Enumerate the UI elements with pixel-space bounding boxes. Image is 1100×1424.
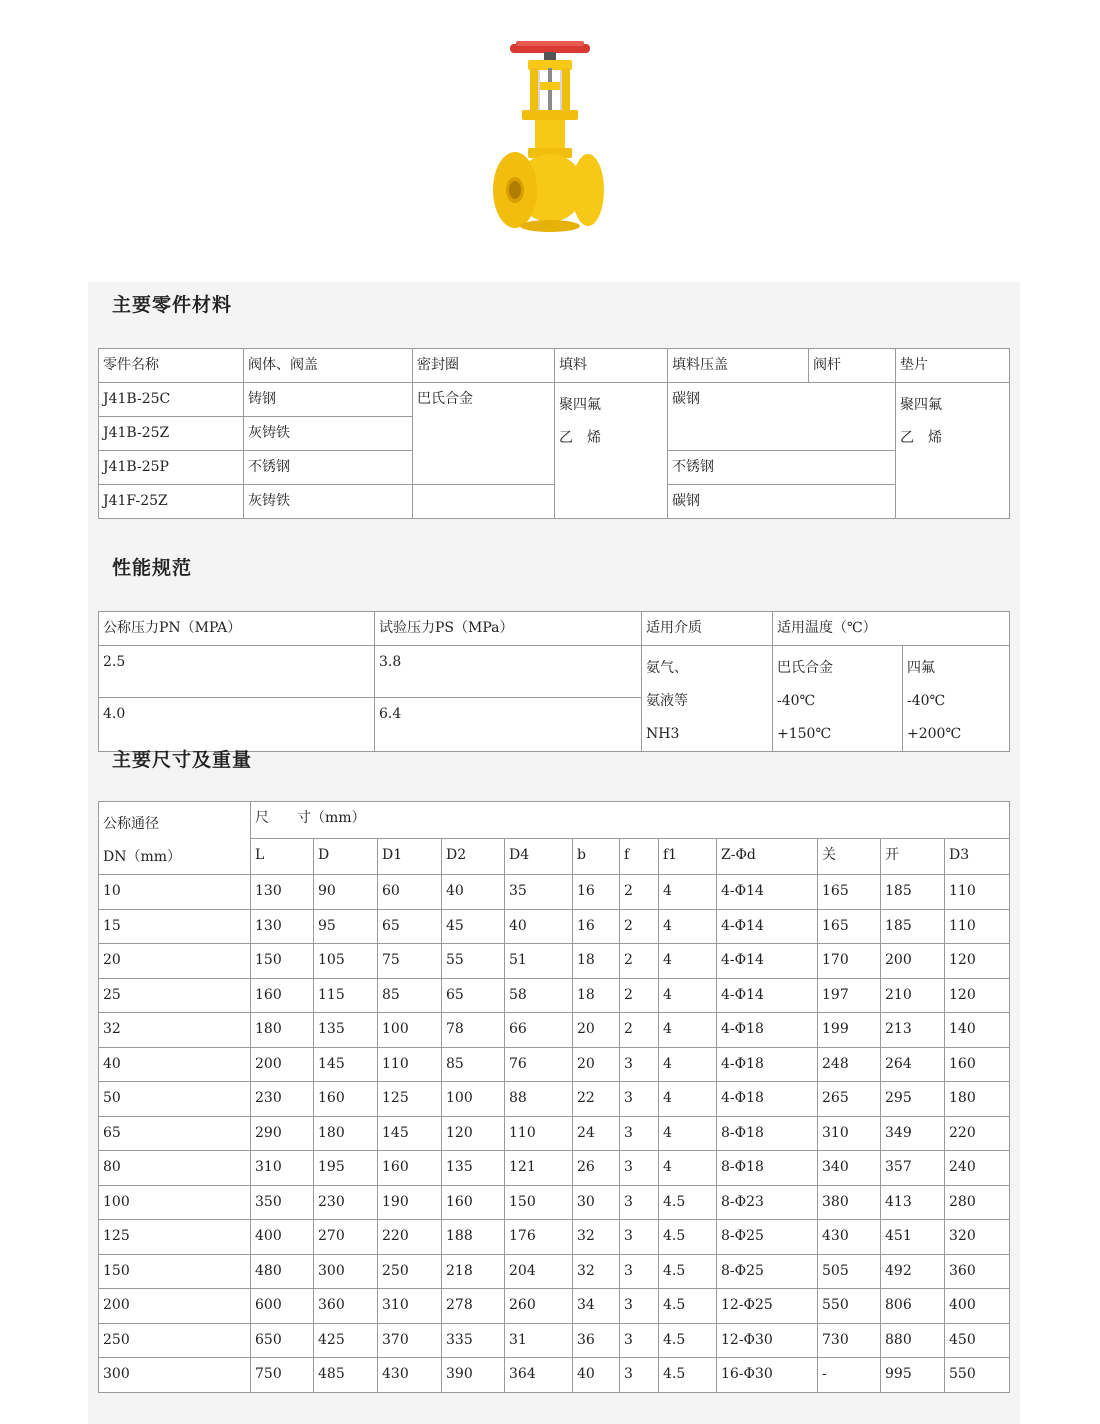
dim-value-cell: 160 (378, 1151, 442, 1186)
dim-value-cell: 4 (659, 1082, 717, 1117)
dim-value-cell: 130 (251, 909, 314, 944)
dim-value-cell: 135 (314, 1013, 378, 1048)
dim-value-cell: 12-Φ25 (717, 1289, 818, 1324)
mat-seal-empty (413, 485, 555, 519)
dim-value-cell: 3 (620, 1358, 659, 1393)
table-row (99, 1220, 1010, 1255)
mat-model: J41F-25Z (99, 485, 244, 519)
section-title-materials: 主要零件材料 (112, 294, 233, 316)
table-row (99, 1289, 1010, 1324)
dim-value-cell: 3 (620, 1185, 659, 1220)
dim-value-cell: 40 (573, 1358, 620, 1393)
mat-gland: 碳钢 (668, 383, 896, 451)
dim-dn-cell: 80 (99, 1151, 251, 1186)
dim-value-cell: 18 (573, 978, 620, 1013)
dim-value-cell: 3 (620, 1082, 659, 1117)
dim-value-cell: 4 (659, 978, 717, 1013)
dim-value-cell: 199 (818, 1013, 881, 1048)
dim-value-cell: 4-Φ18 (717, 1082, 818, 1117)
dim-value-cell: 31 (505, 1323, 573, 1358)
dim-value-cell: 390 (442, 1358, 505, 1393)
dim-value-cell: 485 (314, 1358, 378, 1393)
dim-value-cell: 278 (442, 1289, 505, 1324)
mat-header: 零件名称 (99, 349, 244, 383)
mat-model: J41B-25Z (99, 417, 244, 451)
dim-value-cell: 160 (945, 1047, 1010, 1082)
dim-value-cell: 4-Φ18 (717, 1047, 818, 1082)
table-row (99, 1358, 1010, 1393)
dim-value-cell: 12-Φ30 (717, 1323, 818, 1358)
perf-temp-line: -40℃ (777, 693, 816, 709)
dim-value-cell: 20 (573, 1047, 620, 1082)
dim-value-cell: 185 (881, 909, 945, 944)
dim-value-cell: 34 (573, 1289, 620, 1324)
dim-value-cell: 400 (945, 1289, 1010, 1324)
mat-body: 灰铸铁 (244, 485, 413, 519)
table-row (99, 1013, 1010, 1048)
dim-value-cell: 220 (378, 1220, 442, 1255)
dim-value-cell: 16-Φ30 (717, 1358, 818, 1393)
dim-value-cell: 110 (945, 875, 1010, 910)
dim-column-header: D (314, 838, 378, 875)
dim-value-cell: 145 (314, 1047, 378, 1082)
dim-dn-cell: 300 (99, 1358, 251, 1393)
dim-value-cell: 75 (378, 944, 442, 979)
dim-value-cell: 115 (314, 978, 378, 1013)
mat-header: 填料 (555, 349, 668, 383)
dim-dn-cell: 15 (99, 909, 251, 944)
dim-value-cell: 204 (505, 1254, 573, 1289)
dim-column-header: f1 (659, 838, 717, 875)
dim-dn-cell: 200 (99, 1289, 251, 1324)
dim-value-cell: 66 (505, 1013, 573, 1048)
dim-value-cell: 295 (881, 1082, 945, 1117)
mat-gasket-line: 乙 烯 (900, 430, 942, 446)
dim-value-cell: 730 (818, 1323, 881, 1358)
dim-column-header: b (573, 838, 620, 875)
dim-value-cell: 176 (505, 1220, 573, 1255)
dim-value-cell: 425 (314, 1323, 378, 1358)
dim-dn-cell: 125 (99, 1220, 251, 1255)
dim-dn-cell: 25 (99, 978, 251, 1013)
mat-gland: 不锈钢 (668, 451, 896, 485)
dim-value-cell: 880 (881, 1323, 945, 1358)
table-row (99, 944, 1010, 979)
dim-dn-cell: 100 (99, 1185, 251, 1220)
perf-temp-line: 巴氏合金 (777, 660, 833, 676)
dim-value-cell: 200 (881, 944, 945, 979)
dim-size-header: 尺 寸（mm） (251, 802, 1010, 839)
dim-value-cell: 492 (881, 1254, 945, 1289)
dim-value-cell: 320 (945, 1220, 1010, 1255)
perf-temp-ptfe (903, 646, 1010, 752)
dim-value-cell: 200 (251, 1047, 314, 1082)
perf-ps: 6.4 (375, 698, 642, 752)
dim-value-cell: 51 (505, 944, 573, 979)
dim-value-cell: 85 (442, 1047, 505, 1082)
table-row (99, 1185, 1010, 1220)
dim-dn-cell: 20 (99, 944, 251, 979)
mat-header: 阀杆 (809, 349, 896, 383)
dim-value-cell: 2 (620, 875, 659, 910)
mat-header: 填料压盖 (668, 349, 809, 383)
dim-value-cell: 8-Φ18 (717, 1116, 818, 1151)
dim-value-cell: 85 (378, 978, 442, 1013)
dim-column-header: D4 (505, 838, 573, 875)
dim-value-cell: 750 (251, 1358, 314, 1393)
dim-value-cell: 2 (620, 1013, 659, 1048)
dim-value-cell: 95 (314, 909, 378, 944)
dim-value-cell: 20 (573, 1013, 620, 1048)
dim-value-cell: 180 (314, 1116, 378, 1151)
dim-value-cell: 230 (251, 1082, 314, 1117)
dim-value-cell: 213 (881, 1013, 945, 1048)
valve-product-image (480, 38, 620, 238)
dimensions-table (98, 801, 1010, 1393)
dim-value-cell: 55 (442, 944, 505, 979)
dim-value-cell: 310 (378, 1289, 442, 1324)
dim-value-cell: 230 (314, 1185, 378, 1220)
perf-medium (642, 646, 773, 752)
perf-header: 适用介质 (642, 612, 773, 646)
dim-value-cell: 4-Φ14 (717, 944, 818, 979)
dim-value-cell: 264 (881, 1047, 945, 1082)
dim-value-cell: 160 (251, 978, 314, 1013)
dim-column-header: D1 (378, 838, 442, 875)
dim-dn-cell: 50 (99, 1082, 251, 1117)
perf-temp-line: -40℃ (907, 693, 946, 709)
dim-column-header: 开 (881, 838, 945, 875)
dim-value-cell: 76 (505, 1047, 573, 1082)
dim-value-cell: 16 (573, 909, 620, 944)
dim-value-cell: 4-Φ14 (717, 978, 818, 1013)
perf-pn: 2.5 (99, 646, 375, 698)
dim-value-cell: 4 (659, 909, 717, 944)
materials-table (98, 348, 1010, 519)
dim-value-cell: 8-Φ25 (717, 1220, 818, 1255)
dim-dn-label: DN（mm） (103, 849, 182, 865)
dim-value-cell: 3 (620, 1254, 659, 1289)
dim-value-cell: 364 (505, 1358, 573, 1393)
dim-value-cell: 145 (378, 1116, 442, 1151)
dim-value-cell: 36 (573, 1323, 620, 1358)
dim-value-cell: 400 (251, 1220, 314, 1255)
dim-value-cell: 4 (659, 1047, 717, 1082)
dim-value-cell: 300 (314, 1254, 378, 1289)
dim-value-cell: 210 (881, 978, 945, 1013)
perf-temp-line: +200℃ (907, 726, 962, 742)
dim-value-cell: 8-Φ25 (717, 1254, 818, 1289)
dim-value-cell: 110 (505, 1116, 573, 1151)
dim-dn-cell: 40 (99, 1047, 251, 1082)
dim-value-cell: 4.5 (659, 1358, 717, 1393)
dim-value-cell: 280 (945, 1185, 1010, 1220)
dim-value-cell: 4 (659, 1013, 717, 1048)
dim-value-cell: 188 (442, 1220, 505, 1255)
dim-value-cell: 451 (881, 1220, 945, 1255)
dim-value-cell: 16 (573, 875, 620, 910)
dim-value-cell: 370 (378, 1323, 442, 1358)
mat-seal: 巴氏合金 (413, 383, 555, 485)
dim-value-cell: 110 (945, 909, 1010, 944)
dim-value-cell: 110 (378, 1047, 442, 1082)
table-row (99, 1254, 1010, 1289)
dim-value-cell: 3 (620, 1220, 659, 1255)
dim-column-header: Z-Φd (717, 838, 818, 875)
dim-value-cell: 180 (945, 1082, 1010, 1117)
dim-value-cell: 105 (314, 944, 378, 979)
dim-value-cell: 2 (620, 909, 659, 944)
dim-value-cell: 160 (314, 1082, 378, 1117)
mat-model: J41B-25P (99, 451, 244, 485)
dim-value-cell: 120 (945, 944, 1010, 979)
dim-column-header: 关 (818, 838, 881, 875)
dim-value-cell: 2 (620, 978, 659, 1013)
perf-pn: 4.0 (99, 698, 375, 752)
dim-value-cell: 3 (620, 1047, 659, 1082)
dim-value-cell: 100 (378, 1013, 442, 1048)
mat-header: 阀体、阀盖 (244, 349, 413, 383)
dim-value-cell: 349 (881, 1116, 945, 1151)
dim-value-cell: 220 (945, 1116, 1010, 1151)
mat-packing (555, 383, 668, 519)
perf-temp-babbitt (773, 646, 903, 752)
mat-gasket-line: 聚四氟 (900, 397, 942, 413)
dim-value-cell: 121 (505, 1151, 573, 1186)
dim-column-header: f (620, 838, 659, 875)
dim-value-cell: 60 (378, 875, 442, 910)
dim-value-cell: 4 (659, 1151, 717, 1186)
dim-value-cell: 4 (659, 944, 717, 979)
dim-value-cell: 170 (818, 944, 881, 979)
dim-value-cell: 248 (818, 1047, 881, 1082)
dim-value-cell: 380 (818, 1185, 881, 1220)
dim-value-cell: 24 (573, 1116, 620, 1151)
dim-value-cell: 4 (659, 1116, 717, 1151)
dim-dn-header (99, 802, 251, 875)
perf-medium-line: NH3 (646, 726, 680, 742)
dim-value-cell: 4.5 (659, 1323, 717, 1358)
dim-value-cell: 78 (442, 1013, 505, 1048)
dim-value-cell: 100 (442, 1082, 505, 1117)
table-row (99, 909, 1010, 944)
table-row (99, 1082, 1010, 1117)
perf-medium-line: 氨气、 (646, 660, 688, 676)
dim-value-cell: 250 (378, 1254, 442, 1289)
perf-ps: 3.8 (375, 646, 642, 698)
dim-value-cell: 180 (251, 1013, 314, 1048)
dim-value-cell: 265 (818, 1082, 881, 1117)
section-title-performance: 性能规范 (112, 557, 193, 579)
table-row (99, 978, 1010, 1013)
dim-value-cell: 30 (573, 1185, 620, 1220)
performance-table (98, 611, 1010, 752)
dim-value-cell: 32 (573, 1220, 620, 1255)
mat-body: 铸钢 (244, 383, 413, 417)
dim-value-cell: 135 (442, 1151, 505, 1186)
dim-value-cell: 40 (442, 875, 505, 910)
mat-model: J41B-25C (99, 383, 244, 417)
dim-value-cell: 4-Φ14 (717, 909, 818, 944)
dim-value-cell: 2 (620, 944, 659, 979)
dim-value-cell: 65 (378, 909, 442, 944)
dim-value-cell: 26 (573, 1151, 620, 1186)
dim-value-cell: 480 (251, 1254, 314, 1289)
dim-column-header: D2 (442, 838, 505, 875)
table-row (99, 1323, 1010, 1358)
dim-value-cell: 8-Φ18 (717, 1151, 818, 1186)
dim-value-cell: 165 (818, 875, 881, 910)
section-title-dimensions: 主要尺寸及重量 (112, 749, 253, 771)
dim-dn-cell: 32 (99, 1013, 251, 1048)
dim-dn-cell: 150 (99, 1254, 251, 1289)
dim-value-cell: 195 (314, 1151, 378, 1186)
dim-value-cell: 360 (945, 1254, 1010, 1289)
dim-value-cell: 4.5 (659, 1289, 717, 1324)
dim-value-cell: 22 (573, 1082, 620, 1117)
dim-value-cell: 218 (442, 1254, 505, 1289)
dim-value-cell: 3 (620, 1116, 659, 1151)
dim-value-cell: 4.5 (659, 1220, 717, 1255)
mat-packing-line: 聚四氟 (559, 397, 601, 413)
dim-value-cell: 45 (442, 909, 505, 944)
dim-dn-label: 公称通径 (103, 816, 159, 832)
dim-value-cell: 90 (314, 875, 378, 910)
perf-temp-line: +150℃ (777, 726, 832, 742)
dim-value-cell: 185 (881, 875, 945, 910)
dim-value-cell: 120 (442, 1116, 505, 1151)
dim-value-cell: 4.5 (659, 1254, 717, 1289)
mat-body: 不锈钢 (244, 451, 413, 485)
dim-value-cell: - (818, 1358, 881, 1393)
dim-value-cell: 340 (818, 1151, 881, 1186)
dim-value-cell: 120 (945, 978, 1010, 1013)
table-row (99, 1116, 1010, 1151)
dim-value-cell: 65 (442, 978, 505, 1013)
dim-value-cell: 350 (251, 1185, 314, 1220)
table-row (99, 1151, 1010, 1186)
dim-dn-cell: 10 (99, 875, 251, 910)
perf-temp-line: 四氟 (907, 660, 935, 676)
dim-value-cell: 290 (251, 1116, 314, 1151)
dim-value-cell: 3 (620, 1289, 659, 1324)
dim-value-cell: 995 (881, 1358, 945, 1393)
dim-value-cell: 140 (945, 1013, 1010, 1048)
dim-value-cell: 3 (620, 1151, 659, 1186)
dim-value-cell: 160 (442, 1185, 505, 1220)
perf-header: 试验压力PS（MPa） (375, 612, 642, 646)
dim-value-cell: 18 (573, 944, 620, 979)
dim-value-cell: 32 (573, 1254, 620, 1289)
dim-dn-cell: 250 (99, 1323, 251, 1358)
perf-header: 公称压力PN（MPA） (99, 612, 375, 646)
dim-value-cell: 130 (251, 875, 314, 910)
dim-value-cell: 4 (659, 875, 717, 910)
dim-value-cell: 4-Φ14 (717, 875, 818, 910)
dim-value-cell: 600 (251, 1289, 314, 1324)
dim-value-cell: 310 (818, 1116, 881, 1151)
dim-column-header: D3 (945, 838, 1010, 875)
mat-packing-line: 乙 烯 (559, 430, 601, 446)
dim-value-cell: 270 (314, 1220, 378, 1255)
perf-header: 适用温度（℃） (773, 612, 1010, 646)
dim-value-cell: 35 (505, 875, 573, 910)
dim-value-cell: 8-Φ23 (717, 1185, 818, 1220)
dim-value-cell: 190 (378, 1185, 442, 1220)
dim-value-cell: 430 (818, 1220, 881, 1255)
dim-body (99, 875, 1010, 1393)
dim-value-cell: 165 (818, 909, 881, 944)
dim-value-cell: 240 (945, 1151, 1010, 1186)
dim-value-cell: 450 (945, 1323, 1010, 1358)
mat-gasket (896, 383, 1010, 519)
dim-value-cell: 150 (505, 1185, 573, 1220)
dim-value-cell: 550 (945, 1358, 1010, 1393)
table-row (99, 875, 1010, 910)
dim-value-cell: 58 (505, 978, 573, 1013)
dim-value-cell: 88 (505, 1082, 573, 1117)
dim-value-cell: 430 (378, 1358, 442, 1393)
dim-value-cell: 310 (251, 1151, 314, 1186)
perf-medium-line: 氨液等 (646, 693, 688, 709)
dim-value-cell: 357 (881, 1151, 945, 1186)
dim-value-cell: 4.5 (659, 1185, 717, 1220)
dim-value-cell: 125 (378, 1082, 442, 1117)
mat-header: 垫片 (896, 349, 1010, 383)
dim-value-cell: 650 (251, 1323, 314, 1358)
dim-value-cell: 550 (818, 1289, 881, 1324)
dim-value-cell: 806 (881, 1289, 945, 1324)
dim-value-cell: 4-Φ18 (717, 1013, 818, 1048)
dim-column-header: L (251, 838, 314, 875)
table-row (99, 1047, 1010, 1082)
dim-value-cell: 197 (818, 978, 881, 1013)
dim-value-cell: 3 (620, 1323, 659, 1358)
dim-value-cell: 40 (505, 909, 573, 944)
dim-dn-cell: 65 (99, 1116, 251, 1151)
dim-value-cell: 413 (881, 1185, 945, 1220)
dim-value-cell: 360 (314, 1289, 378, 1324)
dim-value-cell: 505 (818, 1254, 881, 1289)
dim-value-cell: 150 (251, 944, 314, 979)
mat-body: 灰铸铁 (244, 417, 413, 451)
mat-header: 密封圈 (413, 349, 555, 383)
dim-value-cell: 260 (505, 1289, 573, 1324)
dim-value-cell: 335 (442, 1323, 505, 1358)
mat-gland: 碳钢 (668, 485, 896, 519)
